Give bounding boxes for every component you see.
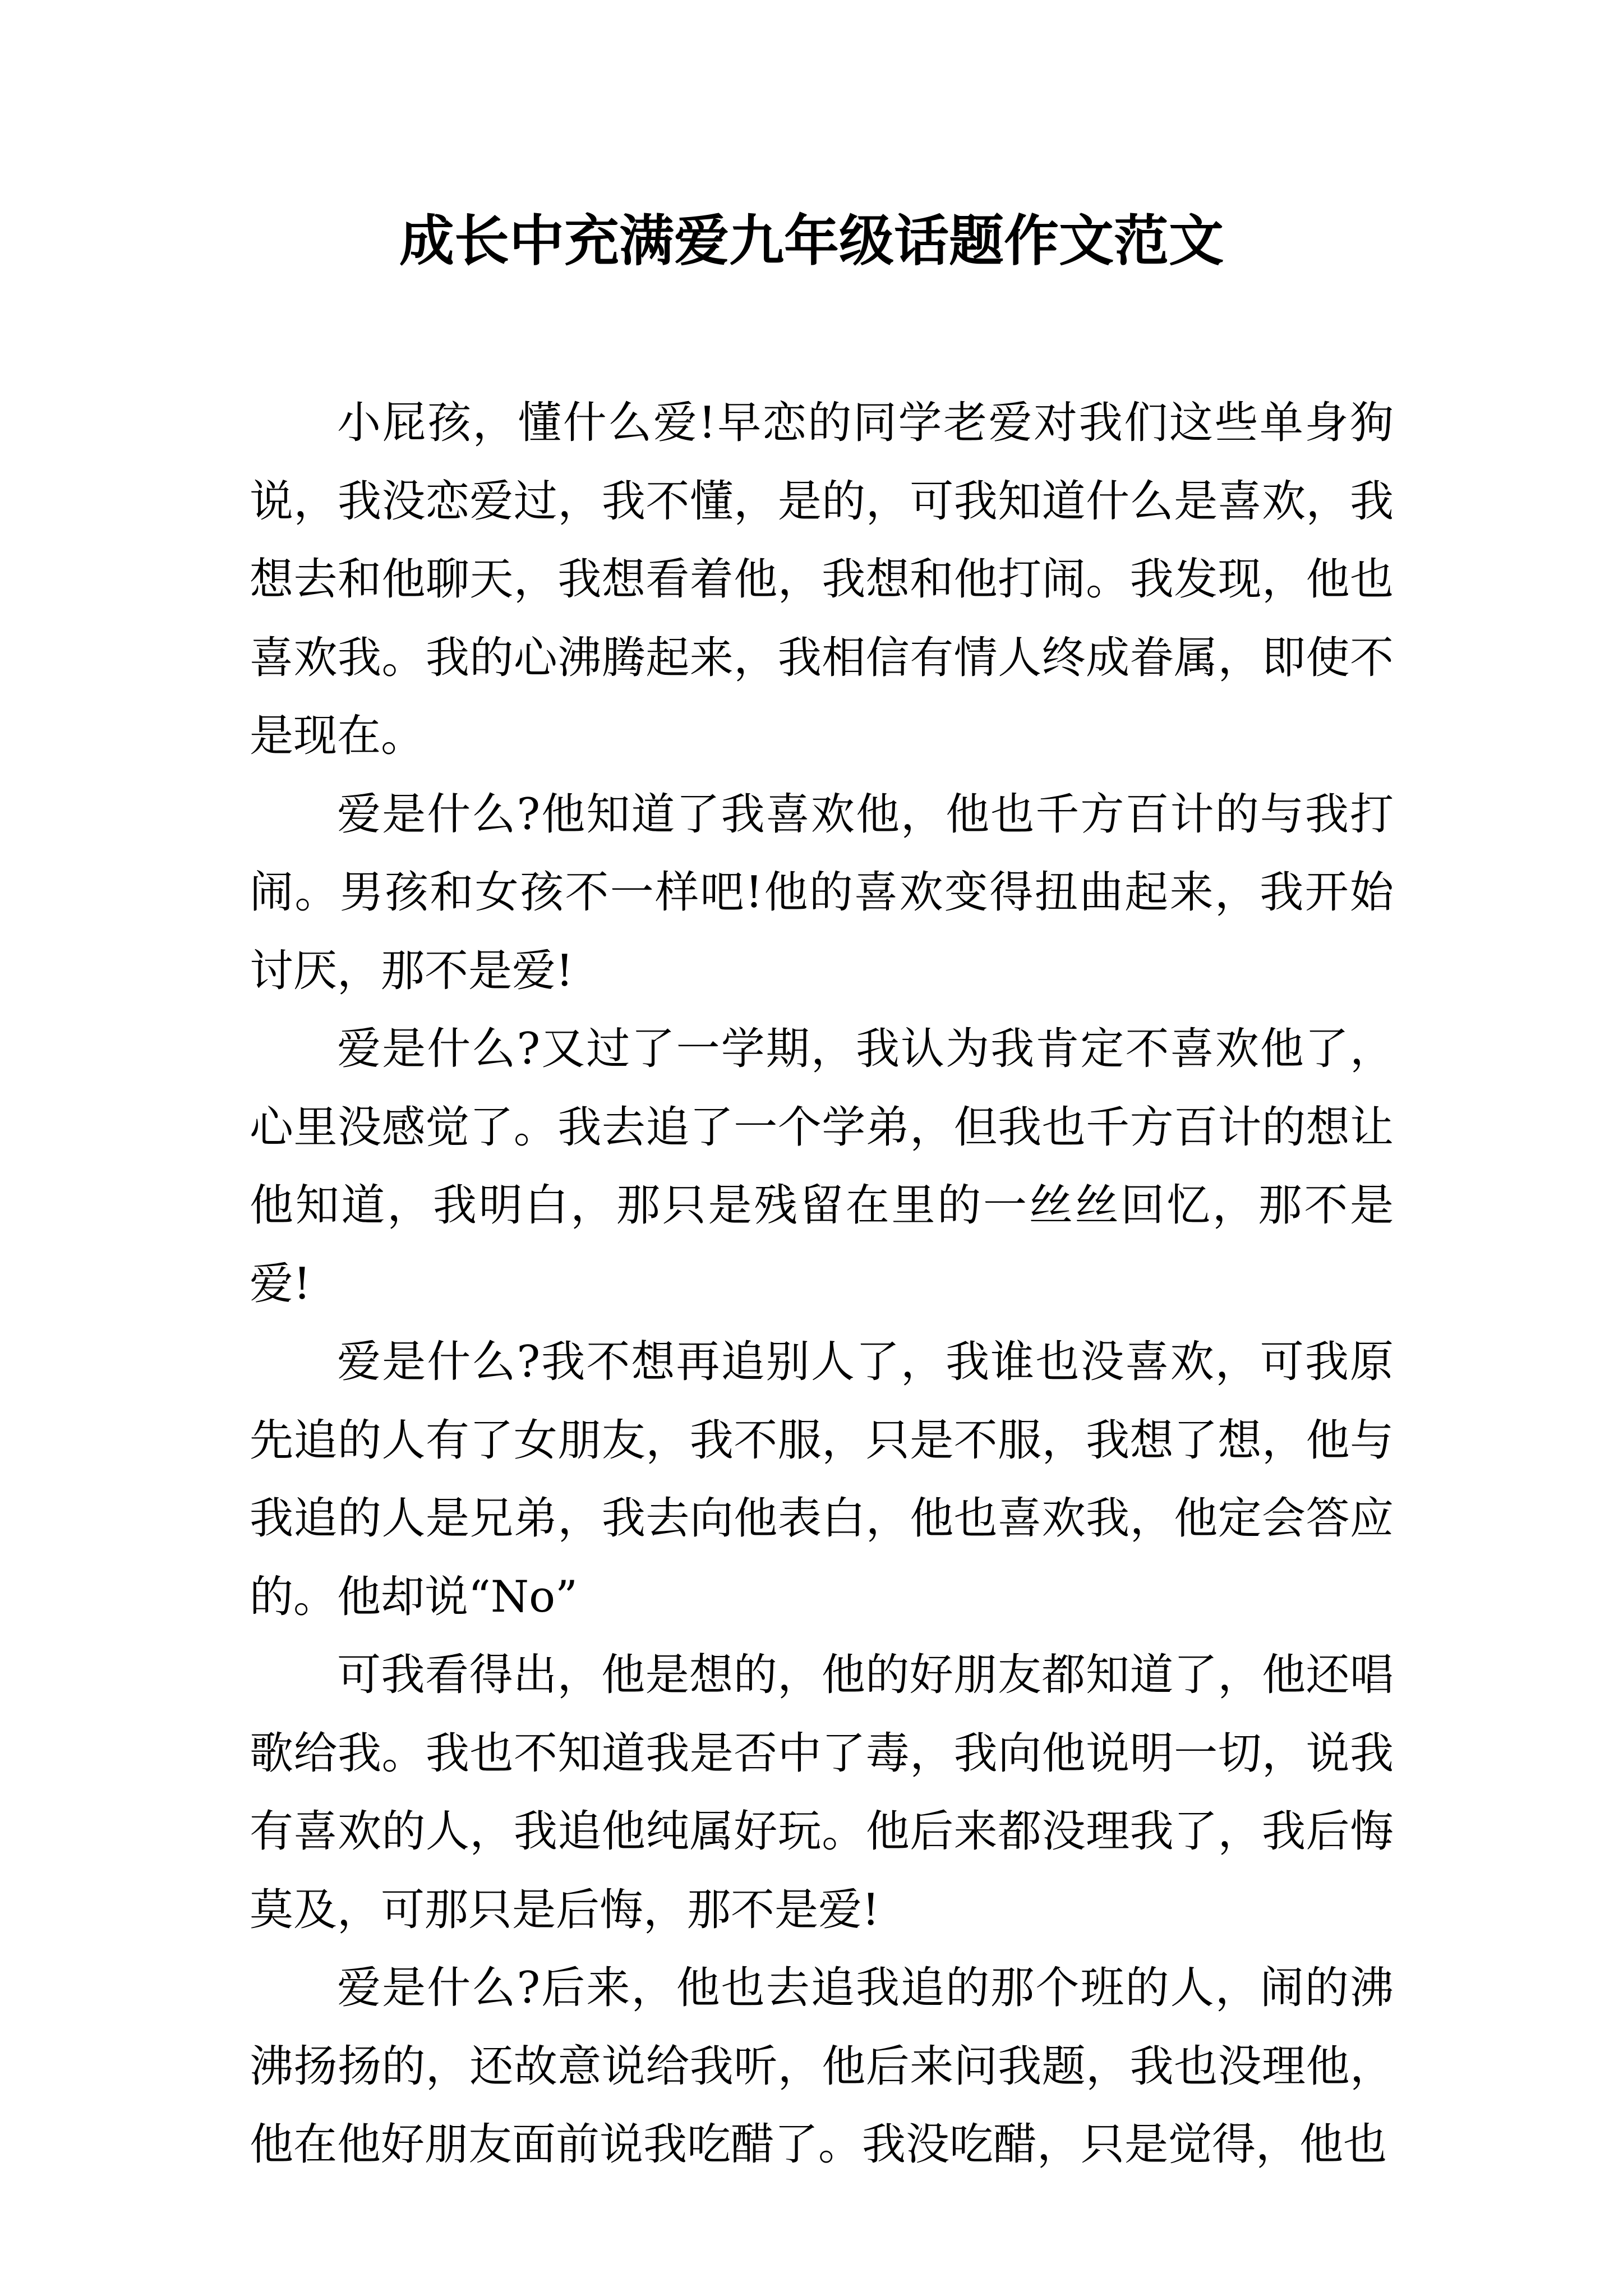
paragraph: 爱是什么?又过了一学期，我认为我肯定不喜欢他了，心里没感觉了。我去追了一个学弟，但我也千方百计的想让他知道，我明白，那只是残留在里的一丝丝回忆，那不是爱! [250, 1024, 1394, 1309]
paragraph: 小屁孩，懂什么爱!早恋的同学老爱对我们这些单身狗说，我没恋爱过，我不懂，是的，可我知道什么是喜欢，我想去和他聊天，我想看着他，我想和他打闹。我发现，他也喜欢我。我的心沸腾起来，我相信有情人终成眷属，即使不是现在。 [250, 398, 1394, 761]
paragraph: 爱是什么?后来，他也去追我追的那个班的人，闹的沸沸扬扬的，还故意说给我听，他后来问我题，我也没理他，他在他好朋友面前说我吃醋了。我没吃醋，只是觉得，他也 [250, 1963, 1394, 2170]
paragraph: 爱是什么?他知道了我喜欢他，他也千方百计的与我打闹。男孩和女孩不一样吧!他的喜欢变得扭曲起来，我开始讨厌，那不是爱! [250, 789, 1394, 996]
paragraph: 爱是什么?我不想再追别人了，我谁也没喜欢，可我原先追的人有了女朋友，我不服，只是不服，我想了想，他与我追的人是兄弟，我去向他表白，他也喜欢我，他定会答应的。他却说“No” [250, 1337, 1394, 1622]
document-title: 成长中充满爱九年级话题作文范文 [399, 209, 1224, 273]
document-body [250, 384, 1394, 2184]
paragraph: 可我看得出，他是想的，他的好朋友都知道了，他还唱歌给我。我也不知道我是否中了毒，我向他说明一切，说我有喜欢的人，我追他纯属好玩。他后来都没理我了，我后悔莫及，可那只是后悔，那不是爱! [250, 1650, 1394, 1935]
